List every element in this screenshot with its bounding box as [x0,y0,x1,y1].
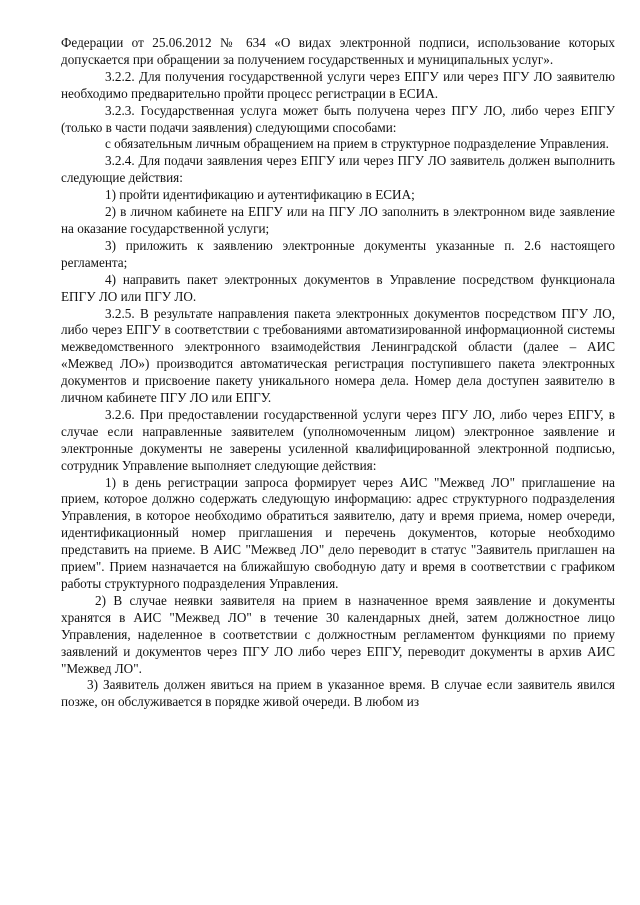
list-item-2: 2) в личном кабинете на ЕПГУ или на ПГУ ЛО заполнить в электронном виде заявление на оказание государственной услуги; [61,204,615,236]
list-item-3: 3) приложить к заявлению электронные документы указанные п. 2.6 настоящего регламента; [61,237,615,270]
action-item-2: 2) В случае неявки заявителя на прием в назначенное время заявление и документы хранятся в АИС "Межвед ЛО" в течение 30 календарных дней, затем должностное лицо Управления, наделенное в соответствии с должностным регламентом функциями по приему заявлений и документов через ПГУ ЛО либо через ЕПГУ, переводит документы в архив АИС "Межвед ЛО". [61,592,615,676]
action-item-3: 3) Заявитель должен явиться на прием в указанное время. В случае если заявитель явился позже, он обслуживается в порядке живой очереди. В любом из [61,677,615,710]
paragraph-method: с обязательным личным обращением на прием в структурное подразделение Управления. [105,136,609,152]
paragraph-3-2-6: 3.2.6. При предоставлении государственной услуги через ПГУ ЛО, либо через ЕПГУ, в случае если направленные заявителем (уполномоченным лицом) электронное заявление и электронные документы не заверены усиленной квалифицированной электронной подписью, сотрудник Управление выполняет следующие действия: [61,406,615,473]
paragraph-3-2-3: 3.2.3. Государственная услуга может быть получена через ПГУ ЛО, либо через ЕПГУ (только в части подачи заявления) следующими способами: [61,102,615,135]
action-item-1: 1) в день регистрации запроса формирует через АИС "Межвед ЛО" приглашение на прием, которое должно содержать следующую информацию: адрес структурного подразделения Управления, в которое необходимо обратиться заявителю, дату и время приема, номер очереди, идентификационный номер приглашения и перечень документов, которые необходимо представить на приеме. В АИС "Межвед ЛО" дело переводит в статус "Заявитель приглашен на прием". Прием назначается на ближайшую свободную дату и время в соответствии с графиком работы структурного подразделения Управления. [61,474,615,591]
list-item-1: 1) пройти идентификацию и аутентификацию в ЕСИА; [105,187,415,203]
paragraph-3-2-4: 3.2.4. Для подачи заявления через ЕПГУ или через ПГУ ЛО заявитель должен выполнить следующие действия: [61,153,615,186]
paragraph-3-2-5: 3.2.5. В результате направления пакета электронных документов посредством ПГУ ЛО, либо через ЕПГУ в соответствии с требованиями автоматизированной информационной системы межведомственного электронного взаимодействия Ленинградской области (далее – АИС «Межвед ЛО») производится автоматическая регистрация поступившего пакета электронных документов и присвоение пакету уникального номера дела. Номер дела доступен заявителю в личном кабинете ПГУ ЛО или ЕПГУ. [61,305,615,406]
paragraph-3-2-2: 3.2.2. Для получения государственной услуги через ЕПГУ или через ПГУ ЛО заявителю необходимо предварительно пройти процесс регистрации в ЕСИА. [61,68,615,101]
list-item-4: 4) направить пакет электронных документов в Управление посредством функционала ЕПГУ ЛО или ПГУ ЛО. [61,271,615,304]
document-page [61,35,615,711]
paragraph-continuation: Федерации от 25.06.2012 № 634 «О видах электронной подписи, использование которых допускается при обращении за получением государственных и муниципальных услуг». [61,35,615,67]
